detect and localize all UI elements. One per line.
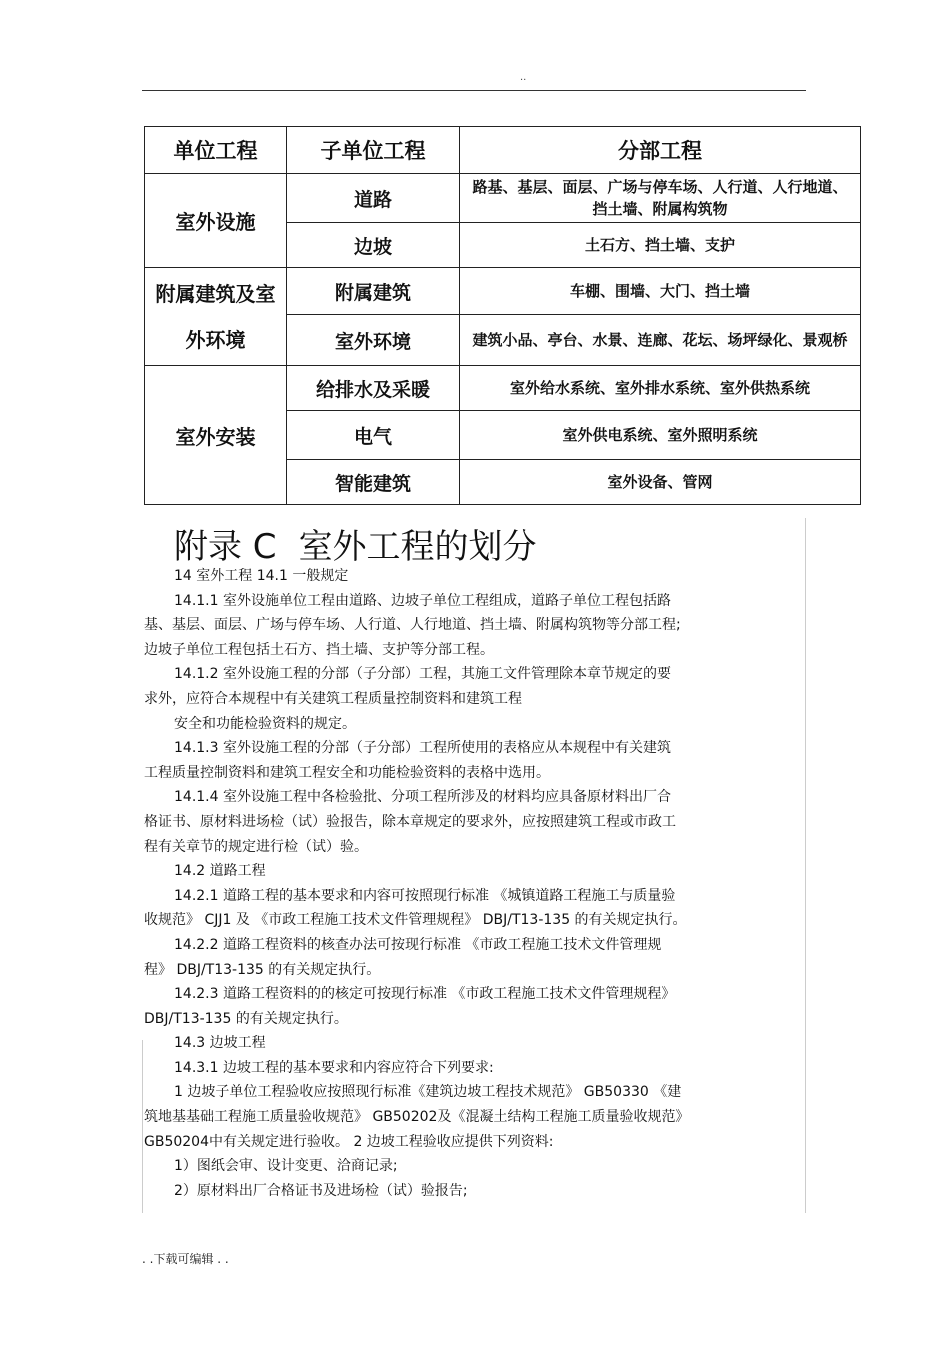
sub-unit-cell: 室外环境 bbox=[287, 315, 460, 366]
sub-unit-cell: 电气 bbox=[287, 411, 460, 460]
header-parts: 分部工程 bbox=[460, 127, 861, 174]
text-line: 程有关章节的规定进行检（试）验。 bbox=[144, 838, 368, 855]
table-row bbox=[145, 268, 861, 315]
text-line: 1 边坡子单位工程验收应按照现行标准《建筑边坡工程技术规范》 GB50330 《建 bbox=[174, 1084, 682, 1101]
text-line: 14.2.1 道路工程的基本要求和内容可按照现行标准 《城镇道路工程施工与质量验 bbox=[174, 887, 676, 904]
sub-unit-cell: 给排水及采暖 bbox=[287, 366, 460, 411]
appendix-prefix: 附录 C bbox=[174, 527, 277, 567]
text-line: 14 室外工程 14.1 一般规定 bbox=[174, 568, 349, 584]
appendix-heading: 室外工程的划分 bbox=[298, 527, 537, 567]
text-line: 基、基层、面层、广场与停车场、人行道、人行地道、挡土墙、附属构筑物等分部工程; bbox=[144, 617, 681, 634]
parts-cell: 车棚、围墙、大门、挡土墙 bbox=[460, 268, 861, 315]
parts-cell: 路基、基层、面层、广场与停车场、人行道、人行地道、挡土墙、附属构筑物 bbox=[460, 174, 861, 223]
page-footer: . .下载可编辑 . . bbox=[142, 1252, 229, 1266]
text-line: 14.1.2 室外设施工程的分部（子分部）工程，其施工文件管理除本章节规定的要 bbox=[174, 666, 671, 683]
unit-cell: 室外安装 bbox=[145, 366, 287, 505]
header-dots: .. bbox=[520, 72, 527, 83]
text-line: 2）原材料出厂合格证书及进场检（试）验报告; bbox=[174, 1182, 468, 1199]
header-sub-unit: 子单位工程 bbox=[287, 127, 460, 174]
text-line: GB50204中有关规定进行验收。 2 边坡工程验收应提供下列资料: bbox=[144, 1133, 554, 1150]
text-line: 边坡子单位工程包括土石方、挡土墙、支护等分部工程。 bbox=[144, 641, 494, 658]
text-line: 14.2.2 道路工程资料的核查办法可按现行标准 《市政工程施工技术文件管理规 bbox=[174, 936, 662, 953]
text-line: 工程质量控制资料和建筑工程安全和功能检验资料的表格中选用。 bbox=[144, 764, 550, 781]
body-text bbox=[144, 564, 806, 1203]
page-frame-line bbox=[142, 1040, 143, 1213]
text-line: 安全和功能检验资料的规定。 bbox=[174, 715, 356, 732]
text-line: 格证书、原材料进场检（试）验报告，除本章规定的要求外，应按照建筑工程或市政工 bbox=[144, 813, 676, 830]
table-header-row bbox=[145, 127, 861, 174]
sub-unit-cell: 智能建筑 bbox=[287, 460, 460, 505]
parts-cell: 土石方、挡土墙、支护 bbox=[460, 223, 861, 268]
text-line: 程》 DBJ/T13-135 的有关规定执行。 bbox=[144, 961, 381, 978]
sub-unit-cell: 道路 bbox=[287, 174, 460, 223]
text-line: 1）图纸会审、设计变更、洽商记录; bbox=[174, 1158, 398, 1175]
table-row bbox=[145, 174, 861, 223]
parts-cell: 室外给水系统、室外排水系统、室外供热系统 bbox=[460, 366, 861, 411]
header-rule bbox=[142, 90, 806, 91]
parts-cell: 建筑小品、亭台、水景、连廊、花坛、场坪绿化、景观桥 bbox=[460, 315, 861, 366]
text-line: 14.3.1 边坡工程的基本要求和内容应符合下列要求: bbox=[174, 1059, 494, 1076]
division-table bbox=[144, 126, 861, 505]
parts-cell: 室外供电系统、室外照明系统 bbox=[460, 411, 861, 460]
unit-cell: 附属建筑及室外环境 bbox=[145, 268, 287, 366]
text-line: 收规范》 CJJ1 及 《市政工程施工技术文件管理规程》 DBJ/T13-135 的有关规定执行。 bbox=[144, 912, 687, 929]
text-line: 筑地基基础工程施工质量验收规范》 GB50202及《混凝土结构工程施工质量验收规范》 bbox=[144, 1109, 690, 1126]
unit-cell: 室外设施 bbox=[145, 174, 287, 268]
header-unit: 单位工程 bbox=[145, 127, 287, 174]
text-line: 14.1.4 室外设施工程中各检验批、分项工程所涉及的材料均应具备原材料出厂合 bbox=[174, 789, 671, 806]
parts-cell: 室外设备、管网 bbox=[460, 460, 861, 505]
text-line: 求外，应符合本规程中有关建筑工程质量控制资料和建筑工程 bbox=[144, 690, 522, 707]
sub-unit-cell: 附属建筑 bbox=[287, 268, 460, 315]
text-line: 14.2.3 道路工程资料的的核定可按现行标准 《市政工程施工技术文件管理规程》 bbox=[174, 986, 676, 1003]
text-line: DBJ/T13-135 的有关规定执行。 bbox=[144, 1010, 348, 1027]
text-line: 14.2 道路工程 bbox=[174, 863, 266, 880]
text-line: 14.1.3 室外设施工程的分部（子分部）工程所使用的表格应从本规程中有关建筑 bbox=[174, 740, 671, 757]
sub-unit-cell: 边坡 bbox=[287, 223, 460, 268]
table-row bbox=[145, 366, 861, 411]
text-line: 14.3 边坡工程 bbox=[174, 1035, 266, 1052]
appendix-title bbox=[174, 519, 537, 568]
text-line: 14.1.1 室外设施单位工程由道路、边坡子单位工程组成，道路子单位工程包括路 bbox=[174, 592, 671, 609]
